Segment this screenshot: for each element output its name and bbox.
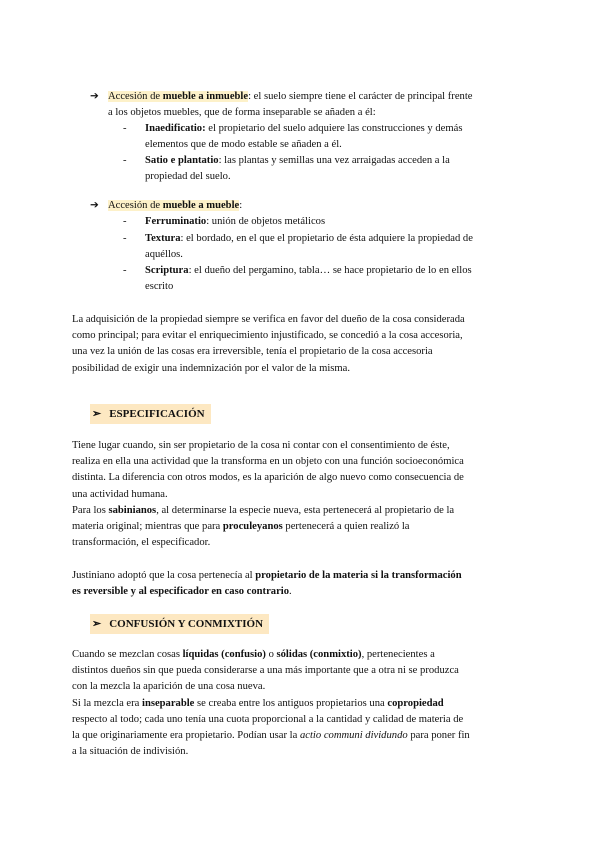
lead-bold: mueble a mueble — [162, 200, 240, 211]
heading-label: ESPECIFICACIÓN — [109, 408, 205, 420]
lead-post: : — [239, 200, 243, 211]
lead-pre: Accesión de — [108, 91, 163, 102]
arrow-right-icon: ➔ — [90, 91, 99, 102]
item-term: Textura — [145, 233, 181, 244]
list-item: - Satio e plantatio: las plantas y semillas una vez arraigadas acceden a la propiedad del suelo. — [123, 155, 450, 183]
item-term: Inaedificatio: — [145, 123, 206, 134]
lead-cont: a los objetos muebles, que de forma inseparable se añaden a él: — [108, 107, 376, 119]
paragraph-escuelas: Para los sabinianos, al determinarse la especie nueva, esta pertenecerá al propietario de la materia original; mientras que para proculeyanos pertenecerá a quien realizó la transformación, el especificador. — [72, 505, 455, 549]
item-term: Scriptura — [145, 265, 189, 276]
heading-label: CONFUSIÓN Y CONMIXTIÓN — [109, 618, 264, 630]
item-term: Ferruminatio — [145, 216, 207, 227]
paragraph-confusion: Cuando se mezclan cosas líquidas (confusio) o sólidas (conmixtio), pertenecientes a distintos dueños sin que pueda considerarse a una más importante que a otra ni se produzca con la mezcla la aparición de una cosa nueva. Si la mezcla era inseparable se creaba entre los antiguos propietarios una copropiedad respecto al todo; cada uno tenía una cuota proporcional a la cantidad y calidad de materia de la que originariamente era propietario. Podían usar la actio communi dividundo para poner fin a la situación de indivisión. — [72, 649, 470, 758]
lead-pre: Accesión de — [108, 200, 163, 211]
triangle-bullet-icon: ➢ — [92, 408, 102, 420]
list-item: - Textura: el bordado, en el que el propietario de ésta adquiere la propiedad de aquéllos. — [123, 233, 473, 261]
lead-post: : el suelo siempre tiene el carácter de principal frente — [248, 91, 473, 102]
item-term: Satio e plantatio — [145, 155, 219, 166]
lead-bold: mueble a inmueble — [162, 91, 249, 102]
list-item: - Scriptura: el dueño del pergamino, tabla… se hace propietario de lo en ellos escrito — [123, 265, 472, 293]
triangle-bullet-icon: ➢ — [92, 618, 102, 630]
accesion-mueble-inmueble — [90, 89, 535, 121]
list-item: - Ferruminatio: unión de objetos metálicos — [123, 216, 326, 227]
accesion-mueble-mueble — [90, 198, 535, 214]
lead-line — [90, 89, 535, 105]
heading-especificacion — [90, 404, 211, 424]
heading-confusion-conmixtion — [90, 614, 269, 634]
list-item: - Inaedificatio: el propietario del suelo adquiere las construcciones y demás elementos que de modo estable se añaden a él. — [123, 123, 463, 151]
arrow-right-icon: ➔ — [90, 200, 99, 211]
paragraph-especificacion: Tiene lugar cuando, sin ser propietario de la cosa ni contar con el consentimiento de éste, realiza en ella una actividad que la transforma en un objeto con una función socioeconómica distinta. La diferencia con otros modos, es la aparición de algo nuevo como consecuencia de una actividad humana. — [72, 440, 464, 500]
lead-line — [90, 198, 535, 214]
paragraph-justiniano: Justiniano adoptó que la cosa pertenecía al propietario de la materia si la transformación es reversible y al especificador en caso contrario. — [72, 570, 462, 598]
paragraph-adquisicion: La adquisición de la propiedad siempre se verifica en favor del dueño de la cosa considerada como principal; para evitar el enriquecimiento injustificado, se concedió a la cosa accesoria, una vez la unión de las cosas era irreversible, tenía el propietario de la cosa accesoria posibilidad de exigir una indemnización por el valor de la misma. — [72, 314, 465, 374]
